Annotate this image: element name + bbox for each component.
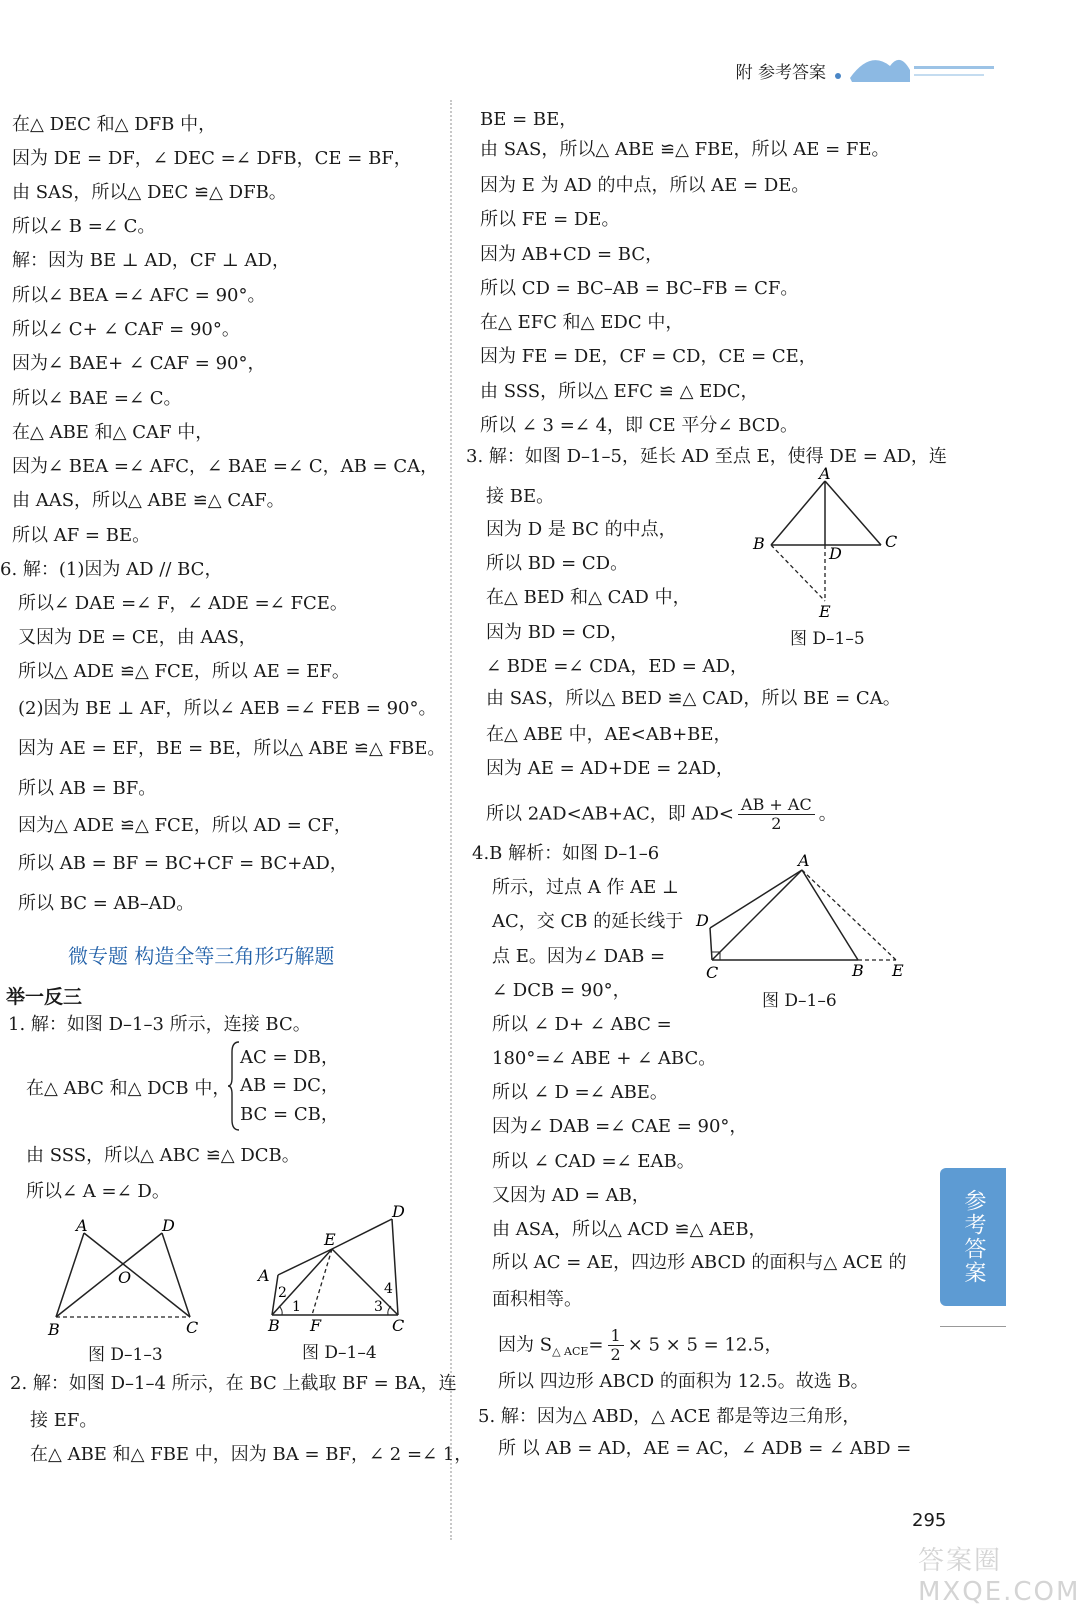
left-line-4: 所以∠ B =∠ C。 — [12, 216, 156, 237]
right-line-9: 由 SSS，所以△ EFC ≌ △ EDC， — [480, 381, 759, 402]
right-line-25: AC，交 CB 的延长线于 — [492, 911, 684, 932]
left-line-1: 在△ DEC 和△ DFB 中， — [12, 114, 217, 135]
left2-line-1: 1. 解：如图 D–1–3 所示，连接 BC。 — [8, 1014, 311, 1035]
right-line-19: 在△ ABE 中，AE<AB+BE， — [486, 724, 732, 745]
fig14-label-1: 1 — [292, 1299, 301, 1315]
right-line-20: 因为 AE = AD+DE = 2AD， — [486, 758, 734, 779]
right-line-30: 所以 ∠ D =∠ ABE。 — [492, 1082, 668, 1103]
right-line-27: ∠ DCB = 90°， — [492, 980, 631, 1001]
right-line-36: 面积相等。 — [492, 1289, 582, 1310]
left2-line-5: BC = CB， — [240, 1104, 339, 1125]
fig15-label-e: E — [819, 602, 831, 621]
left2-line-3: AC = DB， — [240, 1047, 339, 1068]
left-line-15: 所以∠ DAE =∠ F，∠ ADE =∠ FCE。 — [18, 593, 348, 614]
fig14-label-2: 2 — [278, 1285, 287, 1301]
area-subscript: △ ACE — [552, 1345, 589, 1359]
side-tab-answers: 参考答案 — [940, 1168, 1006, 1306]
right-line-18: 由 SAS，所以△ BED ≌△ CAD，所以 BE = CA。 — [486, 688, 901, 709]
left2-line-6: 由 SSS，所以△ ABC ≌△ DCB。 — [26, 1145, 300, 1166]
left2-line-7: 所以∠ A =∠ D。 — [26, 1181, 170, 1202]
fig15-label-a: A — [819, 464, 831, 483]
figure-d-1-5-caption: 图 D–1–5 — [790, 629, 865, 649]
fig13-label-o: O — [118, 1268, 132, 1287]
fig13-label-b: B — [48, 1320, 60, 1339]
right-line-23: 4.B 解析：如图 D–1–6 — [472, 843, 660, 864]
page-header-title: 附 参考答案 — [735, 63, 826, 83]
fraction-ab-ac-over-2 — [738, 796, 815, 833]
right-line-8: 因为 FE = DE，CF = CD，CE = CE， — [480, 346, 817, 367]
left-line-18: (2)因为 BE ⊥ AF，所以∠ AEB =∠ FEB = 90°。 — [18, 698, 437, 719]
right-line-16: 因为 BD = CD， — [486, 622, 629, 643]
left-line-19: 因为 AE = EF，BE = BE，所以△ ABE ≌△ FBE。 — [18, 738, 446, 759]
left-line-5: 解：因为 BE ⊥ AD，CF ⊥ AD， — [12, 250, 290, 271]
fig16-label-d: D — [696, 911, 709, 930]
left-line-20: 所以 AB = BF。 — [18, 778, 157, 799]
fig13-label-a: A — [76, 1216, 88, 1235]
left-line-22: 所以 AB = BF = BC+CF = BC+AD， — [18, 853, 348, 874]
area-equals: = — [588, 1334, 604, 1356]
left2-line-10: 在△ ABE 和△ FBE 中，因为 BA = BF，∠ 2 =∠ 1， — [30, 1444, 473, 1465]
left-line-7: 所以∠ C+ ∠ CAF = 90°。 — [12, 319, 240, 340]
right-line-34: 由 ASA，所以△ ACD ≌△ AEB， — [492, 1219, 767, 1240]
left-line-13: 所以 AF = BE。 — [12, 525, 151, 546]
fig14-label-f: F — [310, 1316, 322, 1335]
right-line-1: BE = BE， — [480, 109, 578, 130]
right-line-29: 180°=∠ ABE + ∠ ABC。 — [492, 1048, 717, 1069]
left-line-14: 6. 解：(1)因为 AD // BC， — [0, 559, 223, 580]
fig13-label-d: D — [162, 1216, 175, 1235]
side-divider — [940, 1326, 1006, 1327]
right-line-31: 因为∠ DAB =∠ CAE = 90°， — [492, 1116, 748, 1137]
fraction-denominator: 2 — [771, 814, 782, 833]
column-separator — [450, 100, 452, 1540]
area-formula-line — [498, 1327, 783, 1364]
fig14-label-e: E — [324, 1230, 336, 1249]
right-line-24: 所示，过点 A 作 AE ⊥ — [492, 877, 679, 898]
right-line-14: 所以 BD = CD。 — [486, 553, 629, 574]
right-line-26: 点 E。因为∠ DAB = — [492, 946, 666, 967]
left-line-21: 因为△ ADE ≌△ FCE，所以 AD = CF， — [18, 815, 352, 836]
section-title: 微专题 构造全等三角形巧解题 — [68, 944, 335, 968]
area-s-symbol: 因为 S — [498, 1334, 553, 1356]
left-line-12: 由 AAS，所以△ ABE ≌△ CAF。 — [12, 490, 285, 511]
fig16-label-e: E — [892, 961, 904, 980]
figure-d-1-6 — [690, 848, 915, 983]
right-line-21 — [486, 796, 837, 833]
fig14-label-c: C — [392, 1316, 405, 1335]
left-line-16: 又因为 DE = CE，由 AAS， — [18, 627, 257, 648]
right-line-7: 在△ EFC 和△ EDC 中， — [480, 312, 684, 333]
right-line-13: 因为 D 是 BC 的中点， — [486, 519, 677, 540]
right-line-10: 所以 ∠ 3 =∠ 4，即 CE 平分∠ BCD。 — [480, 415, 798, 436]
fig14-label-a: A — [258, 1266, 270, 1285]
inequality-end: 。 — [818, 803, 837, 825]
right-line-41: 所以 四边形 ABCD 的面积为 12.5。故选 B。 — [498, 1371, 869, 1392]
fig14-label-b: B — [268, 1316, 280, 1335]
figure-d-1-4-caption: 图 D–1–4 — [302, 1343, 377, 1363]
fig16-label-a: A — [798, 851, 810, 870]
fig15-label-c: C — [885, 532, 898, 551]
figure-d-1-5 — [745, 465, 915, 625]
right-line-15: 在△ BED 和△ CAD 中， — [486, 587, 691, 608]
left2-line-2: 在△ ABC 和△ DCB 中， — [26, 1078, 231, 1099]
right-line-17: ∠ BDE =∠ CDA，ED = AD， — [486, 656, 748, 677]
right-line-43: 所 以 AB = AD，AE = AC，∠ ADB = ∠ ABD = — [498, 1438, 912, 1459]
left2-line-8: 2. 解：如图 D–1–4 所示，在 BC 上截取 BF = BA，连 — [10, 1373, 457, 1394]
right-line-35: 所以 AC = AE，四边形 ABCD 的面积与△ ACE 的 — [492, 1252, 907, 1273]
fig15-label-b: B — [753, 534, 765, 553]
right-line-5: 因为 AB+CD = BC， — [480, 244, 664, 265]
right-line-4: 所以 FE = DE。 — [480, 209, 620, 230]
left-line-17: 所以△ ADE ≌△ FCE，所以 AE = EF。 — [18, 661, 350, 682]
left-line-2: 因为 DE = DF，∠ DEC =∠ DFB，CE = BF， — [12, 148, 412, 169]
fig13-label-c: C — [186, 1318, 199, 1337]
left2-line-4: AB = DC， — [240, 1075, 339, 1096]
fraction-numerator: AB + AC — [738, 796, 815, 815]
left-line-8: 因为∠ BAE+ ∠ CAF = 90°， — [12, 353, 266, 374]
inequality-text: 所以 2AD<AB+AC，即 AD< — [486, 803, 735, 825]
watermark: 答案圈 MXQE.COM — [918, 1546, 1080, 1607]
left-line-3: 由 SAS，所以△ DEC ≌△ DFB。 — [12, 182, 287, 203]
fraction-one-half — [608, 1327, 624, 1364]
right-line-33: 又因为 AD = AB， — [492, 1185, 650, 1206]
right-line-2: 由 SAS，所以△ ABE ≌△ FBE，所以 AE = FE。 — [480, 139, 890, 160]
left-line-23: 所以 BC = AB–AD。 — [18, 893, 195, 914]
fraction-denominator: 2 — [610, 1345, 621, 1364]
right-line-12: 接 BE。 — [486, 486, 555, 507]
right-line-42: 5. 解：因为△ ABD，△ ACE 都是等边三角形， — [478, 1406, 861, 1427]
fig14-label-d: D — [392, 1202, 405, 1221]
fig16-label-b: B — [852, 961, 864, 980]
header-decoration-icon — [830, 48, 1000, 88]
brace-icon — [228, 1040, 240, 1132]
left-line-10: 在△ ABE 和△ CAF 中， — [12, 422, 214, 443]
area-product: × 5 × 5 = 12.5， — [627, 1334, 783, 1356]
left-line-9: 所以∠ BAE =∠ C。 — [12, 388, 182, 409]
fig16-label-c: C — [706, 963, 719, 982]
left-line-11: 因为∠ BEA =∠ AFC，∠ BAE =∠ C，AB = CA， — [12, 456, 439, 477]
figure-d-1-4 — [252, 1202, 422, 1335]
fraction-numerator: 1 — [608, 1327, 624, 1346]
figure-d-1-3-caption: 图 D–1–3 — [88, 1345, 163, 1365]
right-line-3: 因为 E 为 AD 的中点，所以 AE = DE。 — [480, 175, 810, 196]
right-line-6: 所以 CD = BC–AB = BC–FB = CF。 — [480, 278, 799, 299]
fig15-label-d: D — [829, 544, 842, 563]
fig14-label-4: 4 — [384, 1281, 393, 1297]
page-number: 295 — [912, 1510, 947, 1531]
left2-line-9: 接 EF。 — [30, 1410, 98, 1431]
figure-d-1-6-caption: 图 D–1–6 — [762, 991, 837, 1011]
right-line-11: 3. 解：如图 D–1–5，延长 AD 至点 E，使得 DE = AD，连 — [466, 446, 947, 467]
right-line-32: 所以 ∠ CAD =∠ EAB。 — [492, 1151, 695, 1172]
sub-title: 举一反三 — [6, 986, 83, 1008]
right-line-28: 所以 ∠ D+ ∠ ABC = — [492, 1014, 672, 1035]
figure-d-1-3 — [40, 1215, 220, 1339]
left-line-6: 所以∠ BEA =∠ AFC = 90°。 — [12, 285, 266, 306]
fig14-label-3: 3 — [374, 1299, 383, 1315]
